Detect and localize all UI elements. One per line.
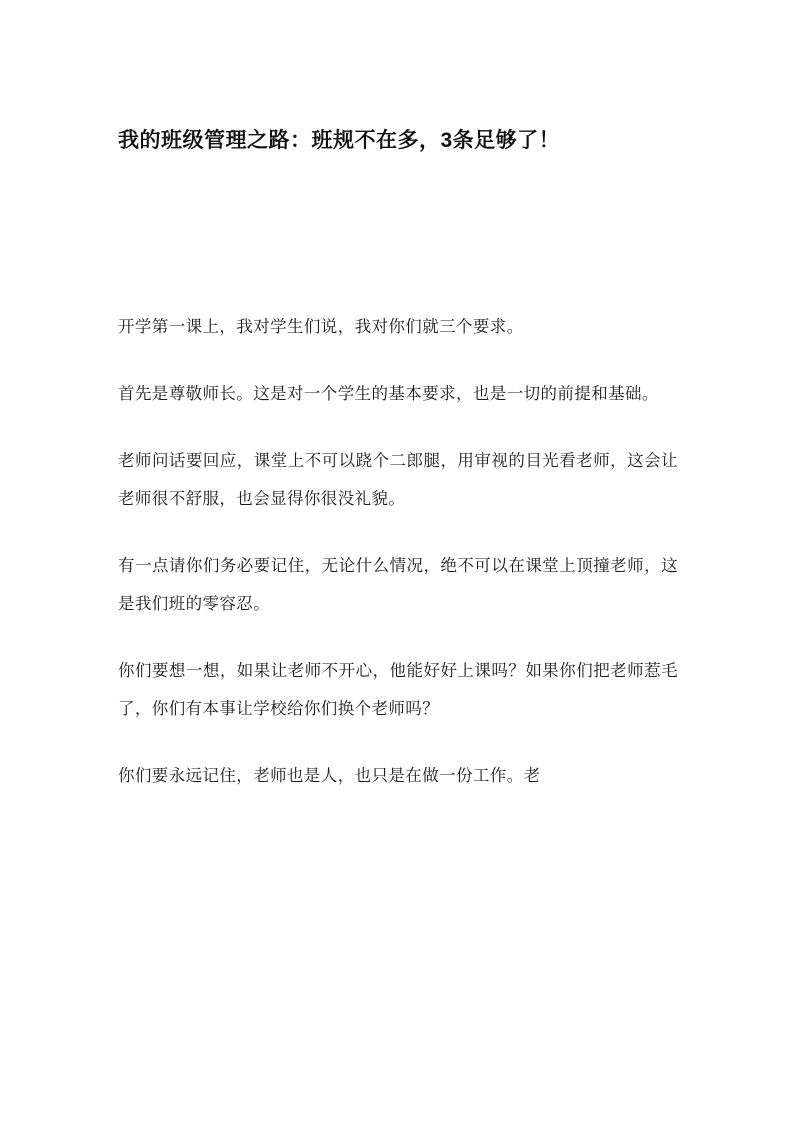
page-title: 我的班级管理之路：班规不在多，3条足够了！ xyxy=(118,129,561,152)
paragraph: 开学第一课上，我对学生们说，我对你们就三个要求。 xyxy=(118,318,524,336)
paragraph: 老师问话要回应，课堂上不可以跷个二郎腿，用审视的目光看老师，这会让老师很不舒服，也会显得你很没礼貌。 xyxy=(118,452,678,508)
paragraph: 首先是尊敬师长。这是对一个学生的基本要求，也是一切的前提和基础。 xyxy=(118,385,659,403)
paragraph: 有一点请你们务必要记住，无论什么情况，绝不可以在课堂上顶撞老师，这是我们班的零容忍。 xyxy=(118,557,678,613)
paragraph: 你们要永远记住，老师也是人，也只是在做一份工作。老 xyxy=(118,767,541,785)
paragraph: 你们要想一想，如果让老师不开心，他能好好上课吗？如果你们把老师惹毛了，你们有本事让学校给你们换个老师吗？ xyxy=(118,662,678,718)
document-content xyxy=(118,0,678,795)
document-body xyxy=(118,156,678,795)
